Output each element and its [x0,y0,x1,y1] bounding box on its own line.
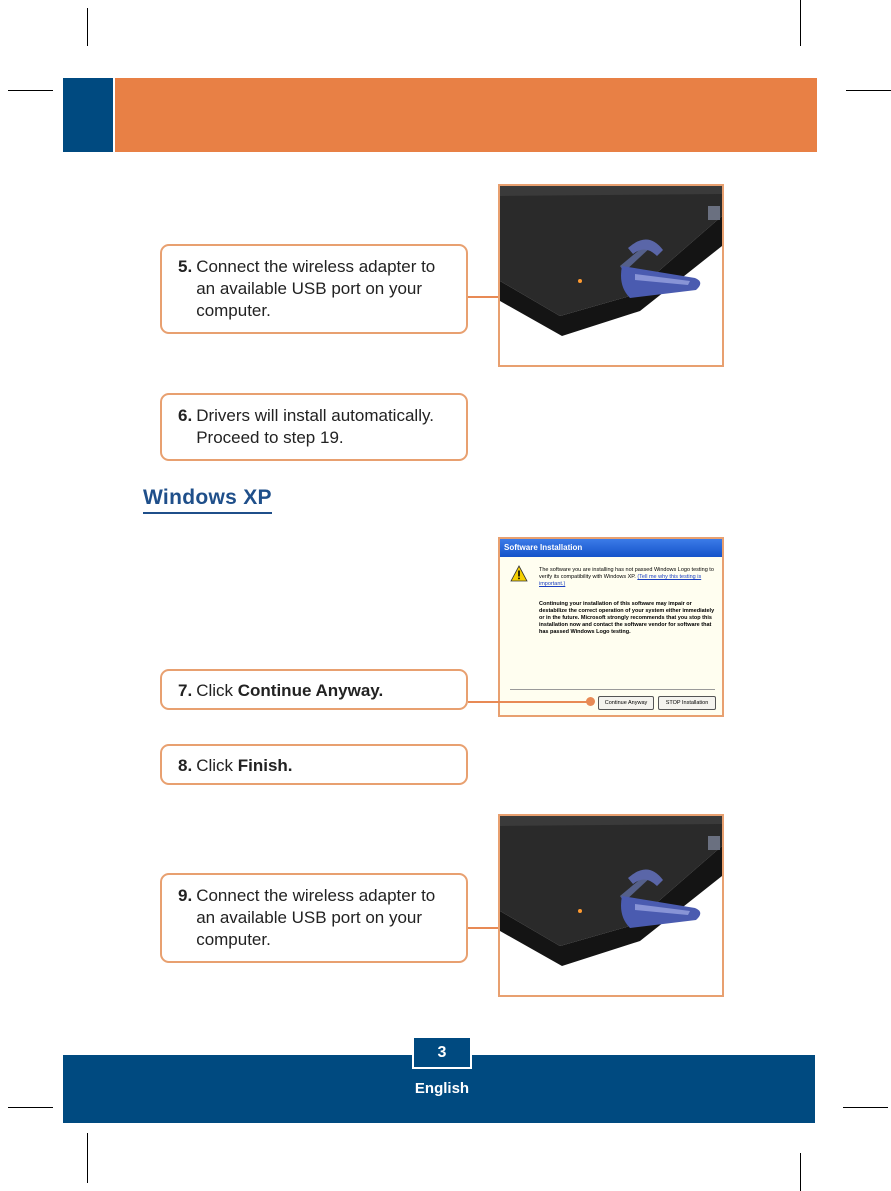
connector-line [468,701,590,703]
step-text-prefix: Click [196,756,238,775]
crop-mark [843,1107,888,1108]
step-8-box [160,744,468,785]
crop-mark [800,0,801,46]
step-text [196,680,456,702]
step-number: 8. [178,756,193,775]
crop-mark [87,8,88,46]
stop-installation-button[interactable]: STOP Installation [658,696,716,710]
dialog-help-link[interactable]: (Tell me why this testing is important.) [539,574,702,587]
laptop-usb-image [500,816,722,995]
crop-mark [87,1133,88,1183]
step-text: Drivers will install automatically. Proceed to step 19. [196,406,434,447]
step-number: 7. [178,681,193,700]
step-text [196,755,456,777]
section-title: Windows XP [143,486,272,514]
software-installation-dialog [498,537,724,717]
dialog-message [539,567,717,588]
crop-mark [846,90,891,91]
step-6-box [160,393,468,461]
step-9-box [160,873,468,963]
crop-mark [8,1107,53,1108]
header-orange-band [115,78,817,152]
header-blue-block [63,78,113,152]
page-number: 3 [412,1036,472,1069]
crop-mark [8,90,53,91]
dialog-message-text: The software you are installing has not passed Windows Logo testing to verify its compatibility with Windows XP. [539,567,714,580]
step-text-bold: Finish. [237,756,293,775]
step-7-box [160,669,468,710]
step-text: Connect the wireless adapter to an available USB port on your computer. [196,886,436,949]
language-label: English [414,1080,470,1097]
warning-icon [510,565,528,582]
crop-mark [800,1153,801,1191]
step-text-bold: Continue Anyway. [237,681,384,700]
step-text: Connect the wireless adapter to an available USB port on your computer. [196,257,436,320]
laptop-usb-image [500,186,722,365]
dialog-separator [510,689,715,690]
step-number: 6. [178,406,193,425]
laptop-usb-photo [498,814,724,997]
continue-anyway-button[interactable]: Continue Anyway [598,696,654,710]
laptop-usb-photo [498,184,724,367]
dialog-warning: Continuing your installation of this software may impair or destabilize the correct operation of your system either immediately or in the future. Microsoft strongly recommends that you stop this installation now and contact the software vendor for software that has passed Windows Logo testing. [539,601,715,635]
step-text-prefix: Click [196,681,238,700]
step-5-box [160,244,468,334]
dialog-title: Software Installation [500,539,722,557]
dialog-body [500,557,722,715]
connector-dot [586,697,595,706]
step-number: 5. [178,257,193,276]
step-number: 9. [178,886,193,905]
